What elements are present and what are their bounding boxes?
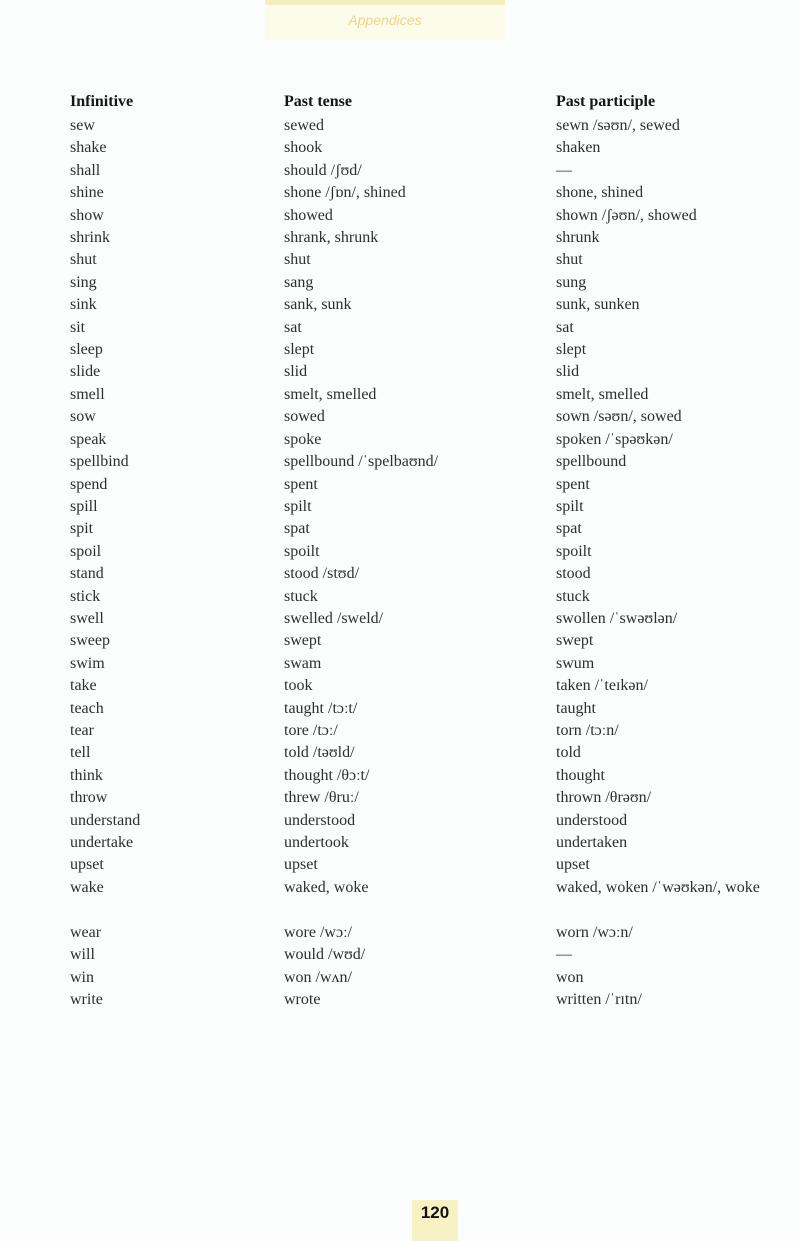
table-row bbox=[70, 429, 786, 451]
table-row bbox=[70, 563, 786, 585]
past-tense-cell: wrote bbox=[284, 991, 321, 1009]
infinitive-cell: show bbox=[70, 206, 104, 224]
table-row bbox=[70, 384, 786, 406]
past-tense-cell: sewed bbox=[284, 117, 324, 134]
past-participle-cell: written /ˈrɪtn/ bbox=[556, 991, 642, 1009]
past-tense-cell: shut bbox=[284, 251, 311, 269]
infinitive-cell: spoil bbox=[70, 542, 102, 560]
past-participle-cell: swept bbox=[556, 632, 594, 650]
infinitive-cell: speak bbox=[70, 430, 107, 448]
past-participle-cell: undertaken bbox=[556, 834, 628, 851]
infinitive-cell: sing bbox=[70, 273, 97, 291]
table-row bbox=[70, 810, 786, 832]
past-participle-cell: shut bbox=[556, 251, 583, 269]
past-tense-cell: sat bbox=[284, 318, 302, 336]
infinitive-cell: smell bbox=[70, 385, 105, 403]
infinitive-cell: teach bbox=[70, 699, 104, 717]
past-tense-cell: showed bbox=[284, 206, 333, 224]
past-tense-cell: told /təʊld/ bbox=[284, 744, 355, 762]
infinitive-cell: write bbox=[70, 991, 103, 1009]
infinitive-cell: wake bbox=[70, 878, 104, 896]
past-tense-cell: spellbound /ˈspelbaʊnd/ bbox=[284, 453, 439, 471]
infinitive-cell: sew bbox=[70, 117, 95, 134]
table-row bbox=[70, 586, 786, 608]
past-participle-cell: shrunk bbox=[556, 229, 600, 247]
table-row bbox=[70, 294, 786, 316]
past-participle-cell: swum bbox=[556, 654, 595, 672]
infinitive-cell: sink bbox=[70, 296, 97, 314]
table-row bbox=[70, 832, 786, 854]
past-tense-cell: taught /tɔːt/ bbox=[284, 699, 358, 717]
infinitive-cell: sow bbox=[70, 408, 96, 426]
table-row bbox=[70, 160, 786, 182]
table-row bbox=[70, 630, 786, 652]
past-tense-cell: wore /wɔː/ bbox=[284, 923, 352, 941]
infinitive-cell: shut bbox=[70, 251, 97, 269]
header-tab-bar bbox=[265, 0, 505, 5]
infinitive-cell: swim bbox=[70, 654, 105, 672]
table-row bbox=[70, 115, 786, 137]
past-participle-cell: taught bbox=[556, 699, 596, 717]
table-row bbox=[70, 765, 786, 787]
table-header-row bbox=[70, 93, 786, 115]
past-participle-cell: spilt bbox=[556, 497, 584, 515]
infinitive-cell: shake bbox=[70, 139, 107, 157]
past-tense-cell: spoke bbox=[284, 430, 322, 448]
infinitive-cell: undertake bbox=[70, 834, 134, 851]
infinitive-cell: stick bbox=[70, 587, 101, 605]
infinitive-cell: throw bbox=[70, 789, 108, 807]
infinitive-cell: think bbox=[70, 766, 103, 784]
past-participle-cell: slept bbox=[556, 341, 587, 359]
past-participle-cell: torn /tɔːn/ bbox=[556, 721, 619, 739]
past-participle-cell: won bbox=[556, 968, 584, 986]
table-row bbox=[70, 854, 786, 876]
infinitive-cell: sweep bbox=[70, 632, 110, 650]
past-participle-cell: swollen /ˈswəʊlən/ bbox=[556, 609, 678, 627]
past-participle-cell: stuck bbox=[556, 587, 590, 605]
column-header-past-tense: Past tense bbox=[284, 93, 352, 110]
past-tense-cell: threw /θruː/ bbox=[284, 789, 359, 807]
past-tense-cell: swept bbox=[284, 632, 322, 650]
past-participle-cell: spat bbox=[556, 520, 582, 538]
past-participle-cell: — bbox=[556, 161, 572, 179]
past-tense-cell: understood bbox=[284, 811, 356, 829]
past-participle-cell: worn /wɔːn/ bbox=[556, 923, 633, 941]
past-participle-cell: stood bbox=[556, 565, 591, 583]
past-tense-cell: upset bbox=[284, 856, 318, 874]
past-tense-cell: would /wʊd/ bbox=[284, 946, 366, 964]
past-tense-cell: undertook bbox=[284, 834, 349, 851]
past-tense-cell: spat bbox=[284, 520, 310, 538]
table-row bbox=[70, 653, 786, 675]
table-row bbox=[70, 698, 786, 720]
table-row bbox=[70, 137, 786, 159]
table-row bbox=[70, 205, 786, 227]
irregular-verbs-table bbox=[70, 93, 786, 1011]
infinitive-cell: win bbox=[70, 968, 94, 986]
past-tense-cell: swam bbox=[284, 654, 322, 672]
infinitive-cell: tell bbox=[70, 744, 91, 762]
past-participle-cell: spoilt bbox=[556, 542, 592, 560]
past-participle-cell: spellbound bbox=[556, 453, 627, 471]
infinitive-cell: tear bbox=[70, 721, 94, 739]
past-participle-cell: shaken bbox=[556, 139, 601, 157]
past-tense-cell: slept bbox=[284, 341, 315, 359]
infinitive-cell: spit bbox=[70, 520, 94, 538]
infinitive-cell: shrink bbox=[70, 229, 110, 247]
past-tense-cell: thought /θɔːt/ bbox=[284, 766, 370, 784]
past-tense-cell: won /wʌn/ bbox=[284, 968, 352, 986]
table-row bbox=[70, 720, 786, 742]
table-row bbox=[70, 474, 786, 496]
past-participle-cell: thrown /θrəʊn/ bbox=[556, 789, 652, 807]
past-participle-cell: spoken /ˈspəʊkən/ bbox=[556, 430, 673, 448]
past-tense-cell: took bbox=[284, 677, 313, 695]
past-tense-cell: sank, sunk bbox=[284, 296, 352, 314]
infinitive-cell: take bbox=[70, 677, 97, 695]
table-row bbox=[70, 944, 786, 966]
infinitive-cell: swell bbox=[70, 609, 104, 627]
past-tense-cell: swelled /sweld/ bbox=[284, 609, 384, 627]
table-row bbox=[70, 272, 786, 294]
past-participle-cell: told bbox=[556, 744, 581, 762]
table-row bbox=[70, 182, 786, 204]
infinitive-cell: spend bbox=[70, 475, 108, 493]
past-tense-cell: stuck bbox=[284, 587, 318, 605]
past-participle-cell: waked, woken /ˈwəʊkən/, woke bbox=[556, 878, 760, 896]
past-participle-cell: smelt, smelled bbox=[556, 385, 649, 403]
table-row bbox=[70, 317, 786, 339]
table-row bbox=[70, 518, 786, 540]
table-row bbox=[70, 227, 786, 249]
table-row bbox=[70, 787, 786, 809]
table-row bbox=[70, 608, 786, 630]
infinitive-cell: sit bbox=[70, 318, 86, 336]
column-header-past-participle: Past participle bbox=[556, 93, 656, 110]
past-participle-cell: slid bbox=[556, 363, 580, 381]
past-tense-cell: smelt, smelled bbox=[284, 385, 377, 403]
past-tense-cell: sowed bbox=[284, 408, 325, 426]
past-tense-cell: spoilt bbox=[284, 542, 320, 560]
past-tense-cell: spilt bbox=[284, 497, 312, 515]
table-row bbox=[70, 406, 786, 428]
table-row bbox=[70, 742, 786, 764]
past-tense-cell: slid bbox=[284, 363, 308, 381]
past-tense-cell: shook bbox=[284, 139, 323, 157]
past-tense-cell: waked, woke bbox=[284, 878, 369, 896]
infinitive-cell: spellbind bbox=[70, 453, 129, 471]
past-participle-cell: sat bbox=[556, 318, 574, 336]
infinitive-cell: sleep bbox=[70, 341, 103, 359]
past-participle-cell: sewn /səʊn/, sewed bbox=[556, 117, 680, 134]
past-participle-cell: sung bbox=[556, 273, 587, 291]
table-body bbox=[70, 115, 786, 1011]
past-participle-cell: taken /ˈteɪkən/ bbox=[556, 677, 648, 695]
past-participle-cell: — bbox=[556, 946, 572, 964]
table-row bbox=[70, 675, 786, 697]
table-row bbox=[70, 496, 786, 518]
table-row bbox=[70, 249, 786, 271]
past-tense-cell: should /ʃʊd/ bbox=[284, 161, 362, 179]
column-header-infinitive: Infinitive bbox=[70, 93, 134, 110]
infinitive-cell: stand bbox=[70, 565, 104, 583]
infinitive-cell: will bbox=[70, 946, 95, 964]
past-participle-cell: shown /ʃəʊn/, showed bbox=[556, 206, 697, 224]
table-row bbox=[70, 967, 786, 989]
table-row bbox=[70, 877, 786, 922]
table-row bbox=[70, 989, 786, 1011]
table-row bbox=[70, 339, 786, 361]
past-participle-cell: thought bbox=[556, 766, 605, 784]
past-participle-cell: sunk, sunken bbox=[556, 296, 640, 314]
infinitive-cell: understand bbox=[70, 811, 141, 829]
past-participle-cell: sown /səʊn/, sowed bbox=[556, 408, 682, 426]
past-tense-cell: tore /tɔː/ bbox=[284, 721, 338, 739]
past-tense-cell: shone /ʃɒn/, shined bbox=[284, 184, 406, 202]
infinitive-cell: shall bbox=[70, 161, 101, 179]
past-participle-cell: upset bbox=[556, 856, 590, 874]
table-row bbox=[70, 541, 786, 563]
table-row bbox=[70, 922, 786, 944]
past-tense-cell: spent bbox=[284, 475, 318, 493]
infinitive-cell: slide bbox=[70, 363, 101, 381]
table-row bbox=[70, 451, 786, 473]
past-participle-cell: shone, shined bbox=[556, 184, 644, 202]
page-number: 120 bbox=[420, 1203, 450, 1222]
infinitive-cell: shine bbox=[70, 184, 104, 202]
past-participle-cell: spent bbox=[556, 475, 590, 493]
infinitive-cell: upset bbox=[70, 856, 104, 874]
infinitive-cell: wear bbox=[70, 923, 102, 941]
past-participle-cell: understood bbox=[556, 811, 628, 829]
table-row bbox=[70, 361, 786, 383]
past-tense-cell: sang bbox=[284, 273, 314, 291]
past-tense-cell: stood /stʊd/ bbox=[284, 565, 360, 583]
section-title: Appendices bbox=[348, 12, 422, 28]
past-tense-cell: shrank, shrunk bbox=[284, 229, 379, 247]
infinitive-cell: spill bbox=[70, 497, 98, 515]
